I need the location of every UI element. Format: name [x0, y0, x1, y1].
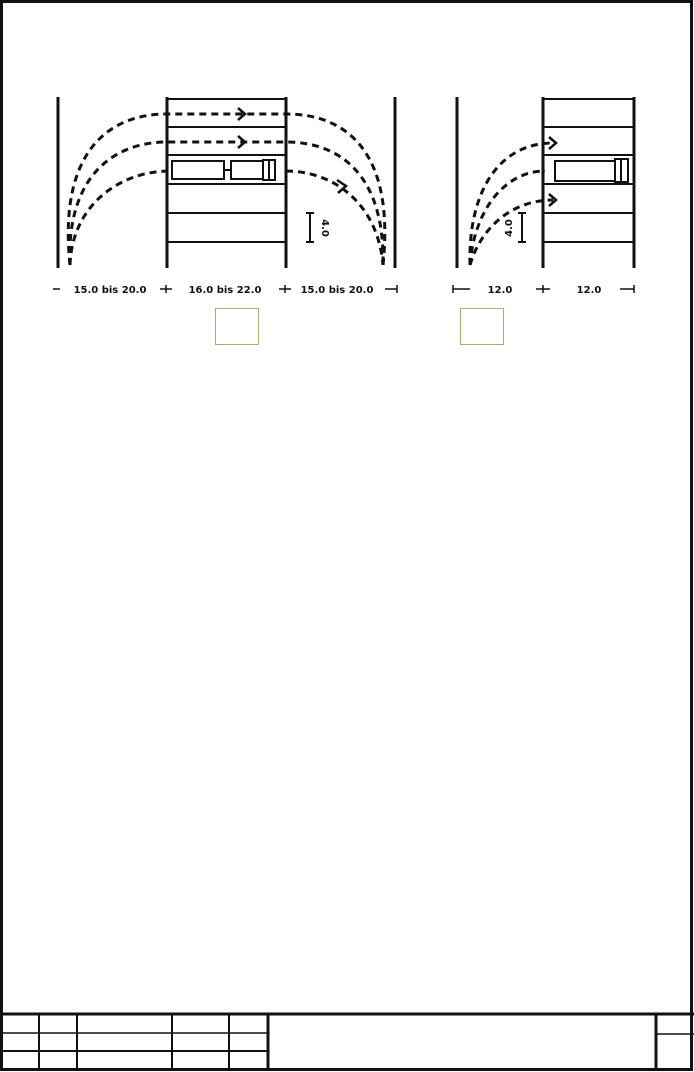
right-dim-left-width: 12.0: [487, 285, 513, 296]
dim-center-width: 16.0 bis 22.0: [188, 285, 262, 296]
depth-bar: [306, 213, 314, 242]
dim-stall-depth-right: 4.0: [504, 219, 515, 237]
right-driving-paths: [470, 143, 553, 265]
right-depth-bar: [518, 213, 526, 242]
right-dim-right-width: 12.0: [576, 285, 602, 296]
title-block: [0, 1014, 694, 1070]
path-middle: [70, 142, 383, 265]
dimension-ticks-right: [453, 285, 634, 293]
truck-icon: [172, 160, 275, 180]
caption-box-left: [215, 308, 259, 345]
diagram-left: [53, 97, 397, 293]
dim-right-width: 15.0 bis 20.0: [300, 285, 374, 296]
diagram-right: [453, 97, 634, 293]
dim-left-width: 15.0 bis 20.0: [73, 285, 147, 296]
dim-stall-depth-left: 4.0: [319, 219, 330, 237]
caption-box-right: [460, 308, 504, 345]
path-inner: [70, 171, 383, 265]
right-truck-icon: [555, 159, 628, 182]
